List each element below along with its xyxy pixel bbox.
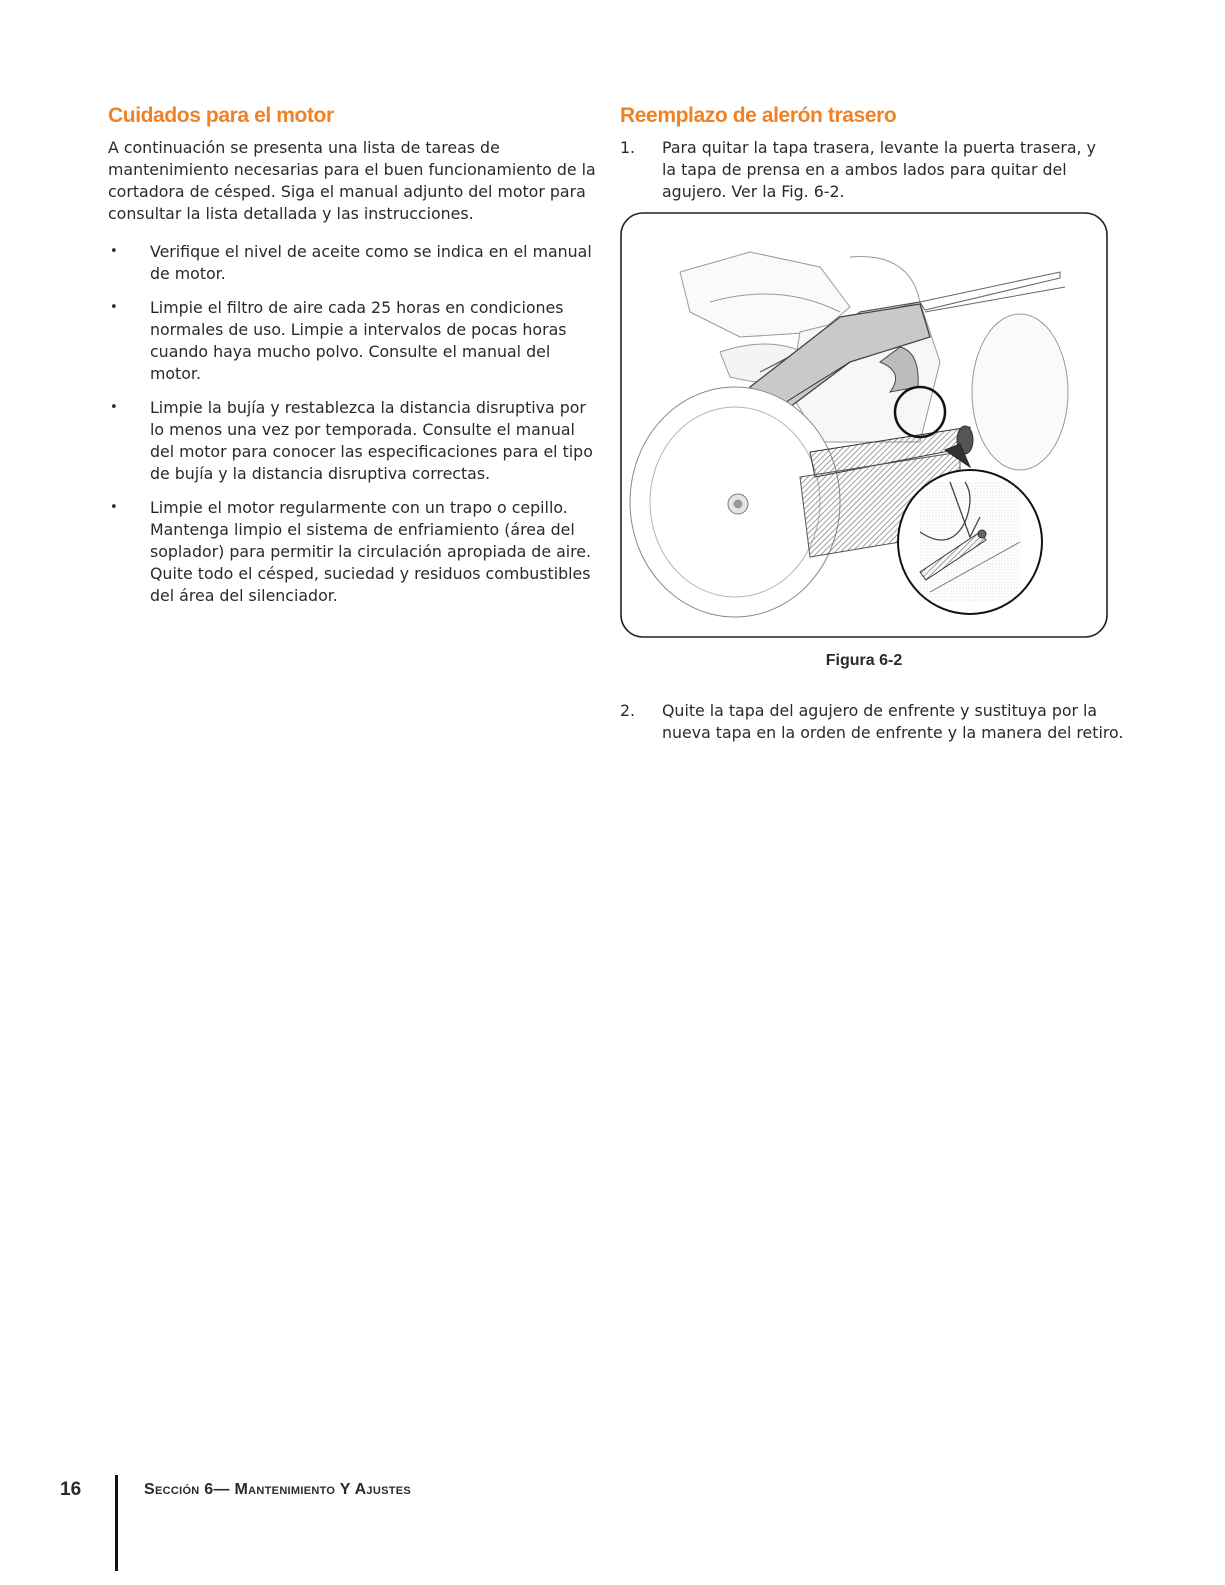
list-item: • Limpie el filtro de aire cada 25 horas en condiciones normales de uso. Limpie a intervalos de pocas horas cuando haya mucho polvo. Consulte el manual del motor. [110, 298, 567, 383]
right-column [620, 104, 1108, 203]
engine-care-list [108, 241, 596, 607]
page-number: 16 [60, 1479, 82, 1500]
section-title: Sección 6— Mantenimiento Y Ajustes [144, 1481, 412, 1498]
figure-6-2-illustration [620, 212, 1108, 638]
step-1 [620, 137, 1108, 203]
left-column [108, 104, 596, 619]
step-text: Para quitar la tapa trasera, levante la puerta trasera, y la tapa de prensa en a ambos lados para quitar del agujero. Ver la Fig. 6-2. [662, 138, 1096, 201]
bullet-icon: • [110, 500, 118, 515]
bullet-icon: • [110, 244, 118, 259]
step-number: 2. [620, 701, 636, 720]
bullet-icon: • [110, 300, 118, 315]
step-2 [620, 700, 1150, 744]
footer-divider [115, 1475, 118, 1571]
page-footer [60, 1475, 660, 1575]
engine-care-intro: A continuación se presenta una lista de tareas de mantenimiento necesarias para el buen funcionamiento de la cortadora de césped. Siga el manual adjunto del motor para consultar la lista detallada y las instrucciones. [108, 138, 596, 223]
figure-caption: Figura 6-2 [825, 652, 903, 669]
bullet-icon: • [110, 400, 118, 415]
engine-care-heading: Cuidados para el motor [108, 104, 334, 127]
list-item: • Limpie el motor regularmente con un trapo o cepillo. Mantenga limpio el sistema de enfriamiento (área del soplador) para permitir la circulación apropiada de aire. Quite todo el césped, suciedad y residuos combustibles del área del silenciador. [110, 498, 592, 605]
step-number: 1. [620, 138, 636, 157]
list-item: • Verifique el nivel de aceite como se indica en el manual de motor. [110, 242, 592, 283]
mower-rear-flap-drawing [620, 212, 1108, 638]
list-item: • Limpie la bujía y restablezca la distancia disruptiva por lo menos una vez por temporada. Consulte el manual del motor para conocer las especificaciones para el tipo de bujía y la distancia disruptiva correctas. [110, 398, 593, 483]
rear-flap-heading: Reemplazo de alerón trasero [620, 104, 897, 127]
step-text: Quite la tapa del agujero de enfrente y sustituya por la nueva tapa en la orden de enfrente y la manera del retiro. [662, 701, 1124, 742]
